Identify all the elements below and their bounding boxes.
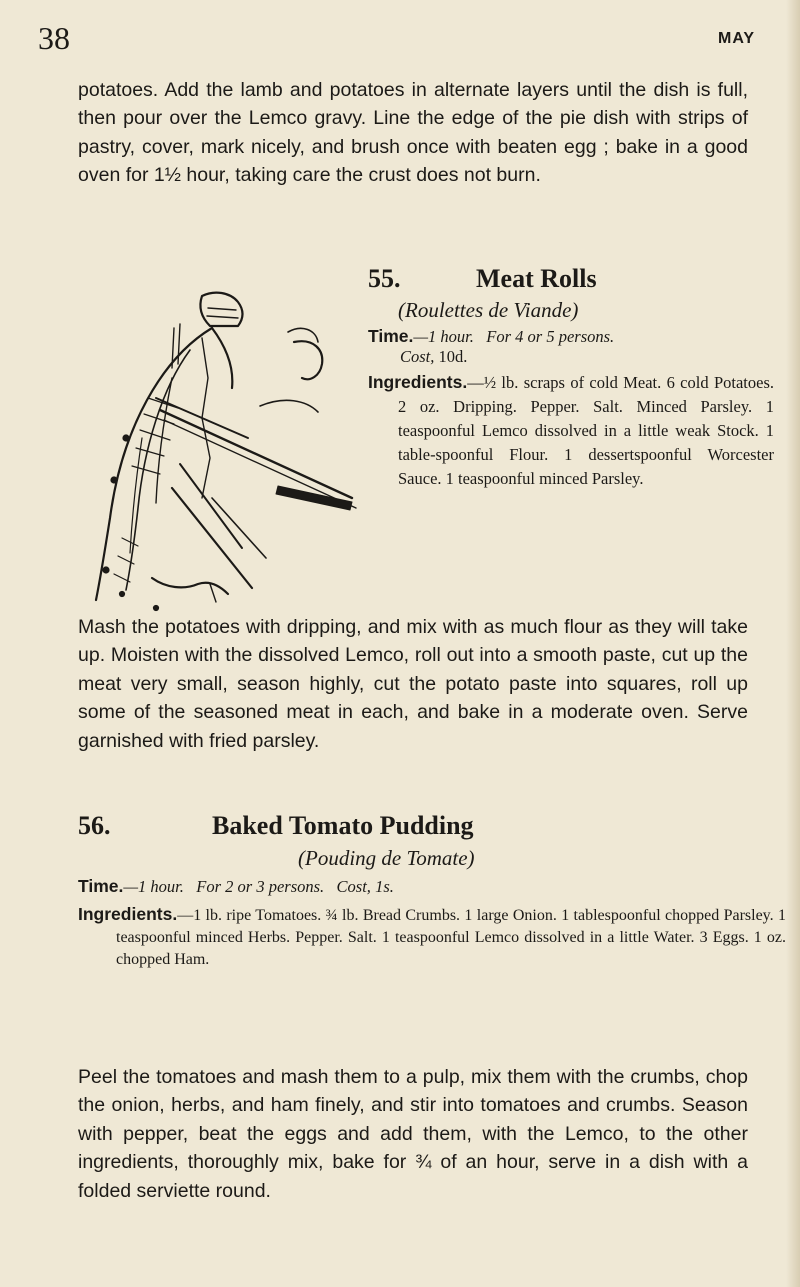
ingredients-text: —1 lb. ripe Tomatoes. ¾ lb. Bread Crumbs. 1 large Onion. 1 tablespoonful chopped Parsley. 1 teaspoonful minced Herbs. Pepper. Salt. 1 teaspoonful Lemco dissolved in a little Water. 3 Eggs. 1 oz. chopped Ham. <box>116 907 786 968</box>
recipe-55-title: Meat Rolls <box>476 264 597 293</box>
running-head: MAY <box>718 30 756 47</box>
recipe-56-number: 56. <box>78 811 111 840</box>
page-number: 38 <box>38 20 70 56</box>
time-value: —1 hour. <box>123 877 184 896</box>
cost-value: 10d. <box>438 347 468 366</box>
recipe-56-subtitle: (Pouding de Tomate) <box>298 846 475 870</box>
recipe-55-number: 55. <box>368 264 401 293</box>
recipe-56-method: Peel the tomatoes and mash them to a pulp, mix them with the crumbs, chop the onion, herbs, and ham finely, and stir into tomatoes and crumbs. Season with pepper, beat the eggs and add them, with the Lemco, to the other ingredients, thoroughly mix, bake for ¾ of an hour, serve in a dish with a folded serviette round. <box>78 1066 748 1202</box>
recipe-56-ingredients <box>78 903 786 971</box>
shield-left-edge <box>96 328 212 600</box>
time-label: Time. <box>78 876 124 896</box>
ingredients-label: Ingredients. <box>78 904 178 924</box>
serves-value: For 2 or 3 persons. <box>196 877 325 896</box>
serves-value: For 4 or 5 persons. <box>486 327 615 346</box>
sword-and-shield-icon <box>52 288 372 618</box>
recipe-55-method: Mash the potatoes with dripping, and mix with as much flour as they will take up. Moisten with the dissolved Lemco, roll out into a smooth paste, cut up the meat very small, season highly, cut the potato paste into squares, roll up some of the seasoned meat in each, and bake in a moderate oven. Serve garnished with fried parsley. <box>78 616 748 752</box>
ingredients-text: —½ lb. scraps of cold Meat. 6 cold Potatoes. 2 oz. Dripping. Pepper. Salt. Minced Parsley. 1 teaspoonful Lemco dissolved in a little weak Stock. 1 table-spoonful Flour. 1 dessertspoonful Worcester Sauce. 1 teaspoonful minced Parsley. <box>398 373 774 488</box>
recipe-55-ingredients <box>368 370 774 491</box>
cost-value: 1s. <box>375 877 394 896</box>
time-value: —1 hour. <box>413 327 474 346</box>
intro-paragraph: potatoes. Add the lamb and potatoes in alternate layers until the dish is full, then pour over the Lemco gravy. Line the edge of the pie dish with strips of pastry, cover, mark nicely, and brush once with beaten egg ; bake in a good oven for 1½ hour, taking care the crust does not burn. <box>78 79 748 187</box>
recipe-56-time-line <box>78 874 758 899</box>
page-edge-shadow <box>786 0 800 1287</box>
sword-blade-2 <box>172 488 252 588</box>
ingredients-label: Ingredients. <box>368 372 468 392</box>
time-label: Time. <box>368 326 414 346</box>
sword-hilt-1 <box>276 486 352 510</box>
recipe-55-cost-line <box>400 345 467 369</box>
sword-blade-1 <box>160 410 352 498</box>
recipe-55-subtitle: (Roulettes de Viande) <box>398 298 579 322</box>
cost-label: Cost, <box>400 347 435 366</box>
recipe-56-title: Baked Tomato Pudding <box>212 811 474 840</box>
cost-label: Cost, <box>336 877 371 896</box>
